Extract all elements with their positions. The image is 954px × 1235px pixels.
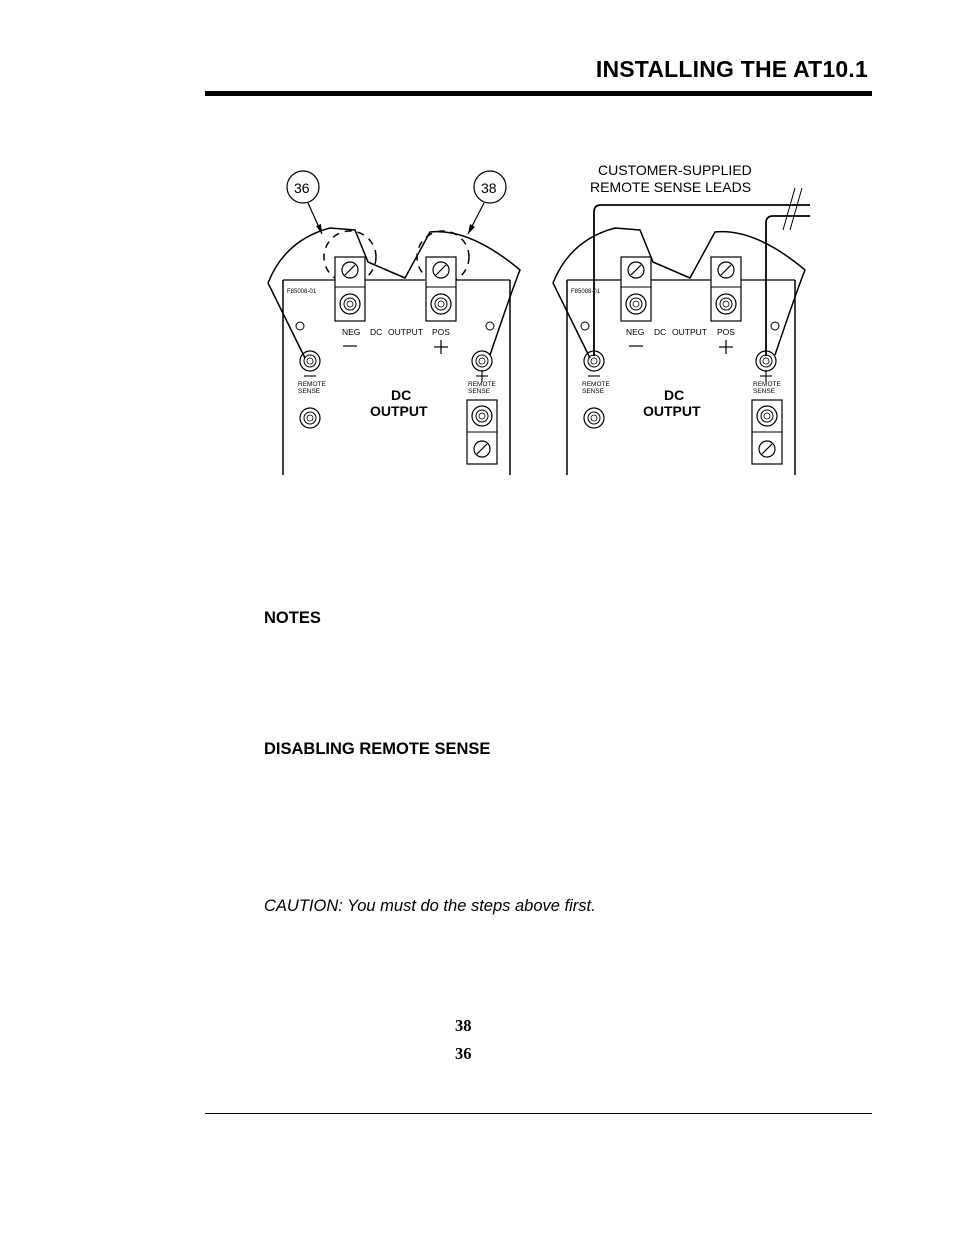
- callout-36: 36: [294, 180, 310, 196]
- output-label-right: OUTPUT: [672, 327, 707, 337]
- output-label-left: OUTPUT: [388, 327, 423, 337]
- sense-label-left-a: SENSE: [298, 388, 321, 395]
- ref-number-36: 36: [455, 1044, 472, 1063]
- callout-38: 38: [481, 180, 497, 196]
- big-dc-right: DC: [664, 387, 685, 403]
- sense-label-right-a: SENSE: [582, 388, 605, 395]
- notes-heading: NOTES: [264, 609, 321, 627]
- terminal-diagram: [250, 150, 810, 480]
- remote-label-left-a: REMOTE: [298, 381, 326, 388]
- customer-label-line1: CUSTOMER-SUPPLIED: [598, 162, 752, 178]
- dc-label-left: DC: [370, 327, 383, 337]
- ref-number-38: 38: [455, 1016, 472, 1035]
- caution-text: CAUTION: You must do the steps above first.: [264, 897, 596, 915]
- remote-label-left-b: REMOTE: [468, 381, 496, 388]
- remote-label-right-a: REMOTE: [582, 381, 610, 388]
- remote-label-right-b: REMOTE: [753, 381, 781, 388]
- panel-code-right: F85008-01: [571, 289, 601, 295]
- left-panel: [268, 171, 520, 475]
- big-output-right: OUTPUT: [643, 403, 701, 419]
- header-rule: [205, 91, 872, 96]
- page-header-title: INSTALLING THE AT10.1: [595, 56, 868, 82]
- disabling-remote-sense-heading: DISABLING REMOTE SENSE: [264, 740, 491, 758]
- dc-label-right: DC: [654, 327, 667, 337]
- customer-label-line2: REMOTE SENSE LEADS: [590, 179, 752, 195]
- neg-label-right: NEG: [626, 327, 645, 337]
- sense-label-right-b: SENSE: [753, 388, 776, 395]
- pos-label-right: POS: [717, 327, 735, 337]
- right-panel: [553, 162, 810, 475]
- big-output-left: OUTPUT: [370, 403, 428, 419]
- panel-code-left: F85008-01: [287, 289, 317, 295]
- sense-label-left-b: SENSE: [468, 388, 491, 395]
- pos-label-left: POS: [432, 327, 450, 337]
- footer-rule: [205, 1113, 872, 1114]
- big-dc-left: DC: [391, 387, 412, 403]
- remote-sense-figure: [250, 150, 810, 480]
- neg-label-left: NEG: [342, 327, 361, 337]
